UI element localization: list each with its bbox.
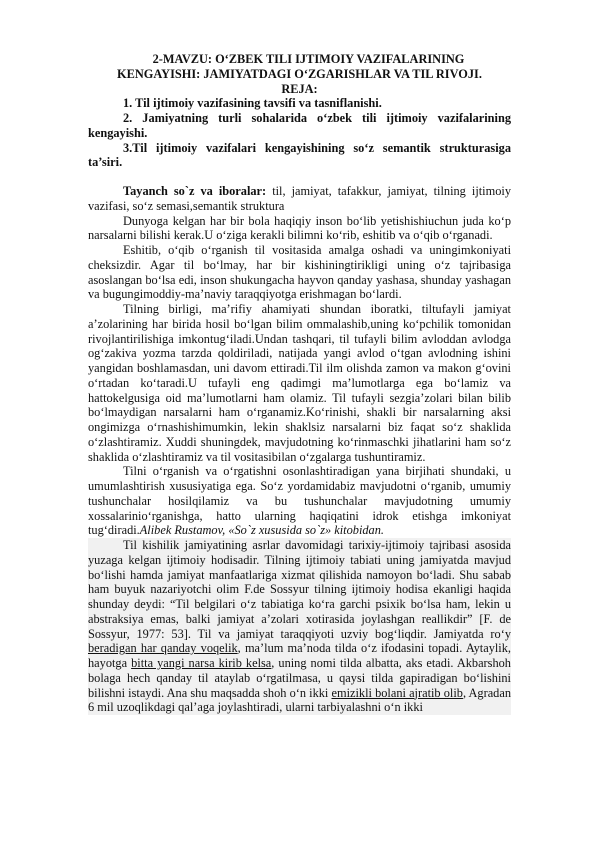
underlined-phrase: bitta yangi narsa kirib kelsa [131, 656, 272, 670]
plan-item: 2. Jamiyatning turli sohalarida o‘zbek tili ijtimoiy vazifalarining kengayishi. [88, 111, 511, 140]
document-title [88, 52, 511, 96]
paragraph-text: Tilni o‘rganish va o‘rgatishni osonlashtiradigan yana birjihati shundaki, u umumlashtirish xususiyatiga ega. So‘z yordamidabiz mavjudotni o‘rganib, umumiy tushunchalar hosilqilamiz va bu tushunchalar mavjudotning umumiy xossalarinio‘rganishga, hatto ularning haqiqatini idrok etishga imkoniyat tug‘diradi. [88, 464, 511, 538]
spacer [88, 170, 511, 184]
body-paragraph: Eshitib, o‘qib o‘rganish til vositasida amalga oshadi va uningimkoniyati cheksizdir. Agar til bo‘lmay, har bir kishiningtirikligi uning o‘z tajribasiga asoslangan bo‘lsa edi, inson shukungacha hayvon qanday yashasa, shunday yashagan va bugungimoddiy-ma’naviy taraqqiyotga erishmagan bo‘lardi. [88, 243, 511, 302]
paragraph-text: , ma’lum ma’noda tilda o‘z ifodasini topadi. Aytaylik, hayotga [88, 641, 511, 670]
highlighted-paragraph [88, 538, 511, 715]
body-paragraph [88, 464, 511, 538]
title-line-1: 2-MAVZU: O‘ZBEK TILI IJTIMOIY VAZIFALARINING [152, 52, 465, 66]
underlined-phrase: beradigan har qanday voqelik [88, 641, 238, 656]
plan-item: 3.Til ijtimoiy vazifalari kengayishining so‘z semantik strukturasiga ta’siri. [88, 140, 511, 170]
paragraph-text: Til kishilik jamiyatining asrlar davomidagi tarixiy-ijtimoiy tajribasi asosida yuzaga kelgan ijtimoiy hodisadir. Tilning ijtimoiy tabiati uning jamiyatda mavjud bo‘lishi hamda jamiyat manfaatlariga xizmat qilishida namoyon bo‘ladi. Shu sabab ham buyuk nazariyotchi olim F.de Sossyur tilning ijtimoiy hodisa ekanligi haqida shunday deydi: “Til belgilari o‘z tabiatiga ko‘ra garchi psixik bo‘lsa ham, lekin u abstraksiya emas, balki jamiyat a’zolari xotirasida joylashgan reallikdir” [F. de Sossyur, 1977: 53]. Til va jamiyat taraqqiyoti uzviy bog‘liqdir. Jamiyatda ro‘y [88, 538, 511, 641]
body-paragraph: Dunyoga kelgan har bir bola haqiqiy inson bo‘lib yetishishiuchun juda ko‘p narsalarni bilishi kerak.U o‘ziga kerakli bilimni ko‘rib, eshitib va o‘qib o‘rganadi. [88, 213, 511, 243]
keywords-paragraph [88, 184, 511, 214]
plan-heading: REJA: [281, 81, 318, 96]
body-paragraph: Tilning birligi, ma’rifiy ahamiyati shundan iboratki, tiltufayli jamiyat a’zolarining har birida hosil bo‘lgan bilim ommalashib,uning ko‘pchilik tomonidan rivojlantirilishiga imkontug‘iladi.Undan tashqari, til tufayli bilim avloddan avlodga og‘zakiva yozma tarzda qoldiriladi, natijada yangi avlod o‘tgan avlodning ishini yangidan boshlamasdan, uni davom ettiradi.Til ilm olishda zamon va makon g‘ovini o‘rtadan ko‘taradi.U tufayli eng qadimgi ma’lumotlarga ega bo‘lamiz va hattokelgusiga oid ma’lumotlarni ham olamiz. Til tufayli sezgia’zolari bilan bilib bo‘lmaydigan narsalarni ham o‘rganamiz.Ko‘rinishi, shakli bir narsalarning aksi ongimizga o‘rnashishimumkin, lekin shaklsiz narsalarni biz faqat so‘z shaklida o‘zlashtiramiz. Xuddi shuningdek, mavjudotning ko‘rinmaschki jihatlarini ham so‘z shaklida o‘zlashtiramiz va til vositasibilan o‘zgalarga tushuntiramiz. [88, 302, 511, 464]
keywords-text: til, jamiyat, tafakkur, jamiyat, tilning ijtimoiy vazifasi, so‘z semasi,semantik struktura [88, 184, 511, 213]
plan-list [88, 96, 511, 170]
paragraph-text: , uning nomi tilda albatta, aks etadi. Akbarshoh bolaga hech qanday til ataylab o‘rgatilmasa, u qaysi tilda gapiradigan bo‘lishini bilishni istaydi. Ana shu maqsadda shoh o‘n ikki [88, 656, 511, 700]
citation: Alibek Rustamov, «So`z xususida so`z» kitobidan. [139, 523, 384, 538]
keywords-label: Tayanch so`z va iboralar: [123, 184, 267, 198]
plan-item: 1. Til ijtimoiy vazifasining tavsifi va tasniflanishi. [123, 96, 382, 111]
paragraph-text: , Agradan 6 mil uzoqlikdagi qal’aga joylashtiradi, ularni tarbiyalashni o‘n ikki [88, 685, 511, 715]
title-line-2: KENGAYISHI: JAMIYATDAGI O‘ZGARISHLAR VA TIL RIVOJI. [117, 66, 482, 81]
underlined-phrase: emizikli bolani ajratib olib [331, 685, 463, 700]
